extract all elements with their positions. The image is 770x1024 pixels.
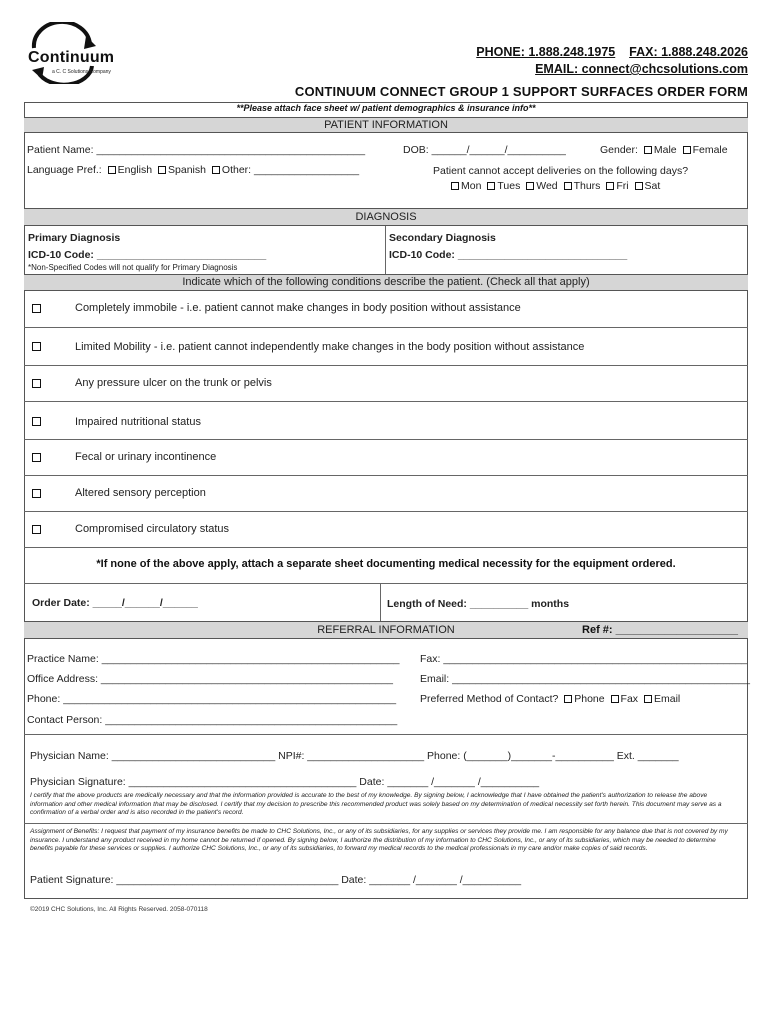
female-checkbox[interactable]	[683, 146, 691, 154]
referral-info-title: REFERRAL INFORMATION	[317, 624, 455, 636]
spanish-checkbox[interactable]	[158, 166, 166, 174]
sat-label: Sat	[644, 180, 661, 192]
pref-phone-label: Phone	[574, 693, 605, 705]
preferred-contact-group	[420, 693, 680, 705]
female-label: Female	[692, 144, 728, 156]
condition-label: Fecal or urinary incontinence	[75, 451, 217, 463]
condition-row	[24, 291, 748, 327]
patient-info-header: PATIENT INFORMATION	[24, 117, 748, 133]
physician-signature-field[interactable]: Physician Signature: _______________________________________ Date: _______ /_______ /__________	[30, 776, 540, 788]
gender-label: Gender:	[600, 144, 638, 156]
english-label: English	[117, 164, 153, 176]
phone-field[interactable]: Phone: _________________________________________________________	[27, 693, 397, 705]
wed-label: Wed	[536, 180, 558, 192]
fax-field[interactable]: Fax: ____________________________________________________	[420, 653, 747, 665]
secondary-diagnosis-label: Secondary Diagnosis	[389, 232, 496, 244]
condition-checkbox[interactable]	[32, 417, 41, 426]
condition-checkbox[interactable]	[32, 342, 41, 351]
assignment-of-benefits: Assignment of Benefits: I request that payment of my insurance benefits be made to CHC Solutions, Inc., or any of its subsidiaries, for any supplies or services they provide me. I am responsible for any balance due that is not covered by my insurance. I understand any product received in my home cannot be returned if opened. By signing below, I authorize the distribution of my information to CHC Solutions, Inc., or any of its subsidiaries, which may be needed to determine benefits payable for these services or supplies. I authorize CHC Solutions, Inc., or any of its subsidiaries, to forward my medical records to the medical professionals in my care and/or make copies of said records.	[30, 828, 728, 853]
patient-signature-field[interactable]: Patient Signature: ______________________________________ Date: _______ /_______ /__________	[30, 874, 522, 886]
condition-label: Impaired nutritional status	[75, 416, 201, 428]
phone-number[interactable]: PHONE: 1.888.248.1975	[476, 45, 616, 59]
tues-label: Tues	[497, 180, 521, 192]
attach-note: **Please attach face sheet w/ patient demographics & insurance info**	[236, 103, 536, 113]
copyright-footer: ©2019 CHC Solutions, Inc. All Rights Reserved. 2058-070118	[30, 906, 208, 913]
divider	[24, 583, 748, 584]
language-group	[27, 164, 359, 176]
condition-row	[24, 511, 748, 547]
pref-fax-checkbox[interactable]	[611, 695, 619, 703]
mon-label: Mon	[461, 180, 482, 192]
spanish-label: Spanish	[168, 164, 206, 176]
divider	[24, 823, 748, 824]
diagnosis-header: DIAGNOSIS	[24, 208, 748, 226]
condition-label: Compromised circulatory status	[75, 523, 230, 535]
condition-label: Completely immobile - i.e. patient cannot make changes in body position without assistance	[75, 302, 521, 314]
conditions-header: Indicate which of the following conditions describe the patient. (Check all that apply)	[24, 274, 748, 291]
other-language-field[interactable]: Other: __________________	[221, 164, 360, 176]
thurs-checkbox[interactable]	[564, 182, 572, 190]
email-address[interactable]: EMAIL: connect@chcsolutions.com	[535, 62, 748, 76]
male-label: Male	[653, 144, 677, 156]
preferred-contact-label: Preferred Method of Contact?	[420, 693, 559, 705]
condition-row	[24, 327, 748, 365]
primary-diagnosis-note: *Non-Specified Codes will not qualify for Primary Diagnosis	[28, 263, 238, 272]
english-checkbox[interactable]	[108, 166, 116, 174]
tues-checkbox[interactable]	[487, 182, 495, 190]
wed-checkbox[interactable]	[526, 182, 534, 190]
medical-necessity-note: *If none of the above apply, attach a separate sheet documenting medical necessity for the equipment ordered.	[96, 558, 676, 570]
condition-checkbox[interactable]	[32, 304, 41, 313]
office-address-field[interactable]: Office Address: __________________________________________________	[27, 673, 393, 685]
language-label: Language Pref.:	[27, 164, 102, 176]
email-field[interactable]: Email: ___________________________________________________	[420, 673, 750, 685]
mon-checkbox[interactable]	[451, 182, 459, 190]
pref-email-checkbox[interactable]	[644, 695, 652, 703]
dob-field[interactable]: DOB: ______/______/__________	[403, 144, 566, 156]
contact-info	[476, 44, 748, 78]
gender-group	[600, 144, 728, 156]
physician-certification: I certify that the above products are medically necessary and that the information provided is accurate to the best of my knowledge. By signing below, I acknowledge that I have obtained the patient's authorization to release the above information and other medical information that may be disclosed. I certify that my decision to prescribe this recommended product was solely based on my determination of medical necessity set forth herein. This document may serve as a confirmation of a verbal order and is also recorded in the patient's record.	[30, 792, 722, 817]
other-language-checkbox[interactable]	[212, 166, 220, 174]
fri-checkbox[interactable]	[606, 182, 614, 190]
condition-label: Any pressure ulcer on the trunk or pelvis	[75, 377, 272, 389]
referral-info-header	[24, 621, 748, 639]
sat-checkbox[interactable]	[635, 182, 643, 190]
fri-label: Fri	[616, 180, 629, 192]
condition-row	[24, 439, 748, 475]
order-divider	[380, 583, 381, 621]
condition-label: Altered sensory perception	[75, 487, 206, 499]
condition-checkbox[interactable]	[32, 525, 41, 534]
delivery-days	[448, 180, 660, 192]
condition-checkbox[interactable]	[32, 489, 41, 498]
order-date-field[interactable]: Order Date: _____/______/______	[32, 597, 198, 609]
contact-person-field[interactable]: Contact Person: __________________________________________________	[27, 714, 398, 726]
physician-info-field[interactable]: Physician Name: ____________________________ NPI#: ____________________ Phone: (_______)_______-__________ Ext. _______	[30, 750, 679, 762]
diagnosis-divider	[385, 226, 386, 274]
fax-number[interactable]: FAX: 1.888.248.2026	[629, 45, 748, 59]
logo-wordmark: Continuum	[28, 49, 115, 66]
condition-row	[24, 475, 748, 511]
primary-diagnosis-label: Primary Diagnosis	[28, 232, 121, 244]
delivery-question: Patient cannot accept deliveries on the following days?	[433, 165, 689, 177]
primary-icd-field[interactable]: ICD-10 Code: _____________________________	[28, 249, 267, 261]
patient-name-field[interactable]: Patient Name: ______________________________________________	[27, 144, 366, 156]
condition-checkbox[interactable]	[32, 379, 41, 388]
form-title: CONTINUUM CONNECT GROUP 1 SUPPORT SURFACES ORDER FORM	[294, 84, 748, 99]
divider	[24, 547, 748, 548]
condition-row	[24, 401, 748, 439]
male-checkbox[interactable]	[644, 146, 652, 154]
logo-tagline: a C. C Solutions Company	[52, 69, 111, 75]
length-of-need-field[interactable]: Length of Need: __________ months	[387, 598, 570, 610]
ref-number-field[interactable]: Ref #: ____________________	[582, 624, 738, 636]
pref-phone-checkbox[interactable]	[564, 695, 572, 703]
practice-name-field[interactable]: Practice Name: ___________________________________________________	[27, 653, 400, 665]
secondary-icd-field[interactable]: ICD-10 Code: _____________________________	[389, 249, 628, 261]
pref-fax-label: Fax	[620, 693, 639, 705]
continuum-logo	[22, 22, 162, 84]
pref-email-label: Email	[653, 693, 681, 705]
condition-row	[24, 365, 748, 401]
condition-label: Limited Mobility - i.e. patient cannot independently make changes in the body position without assistance	[75, 341, 585, 353]
thurs-label: Thurs	[573, 180, 601, 192]
condition-checkbox[interactable]	[32, 453, 41, 462]
divider	[24, 734, 748, 735]
